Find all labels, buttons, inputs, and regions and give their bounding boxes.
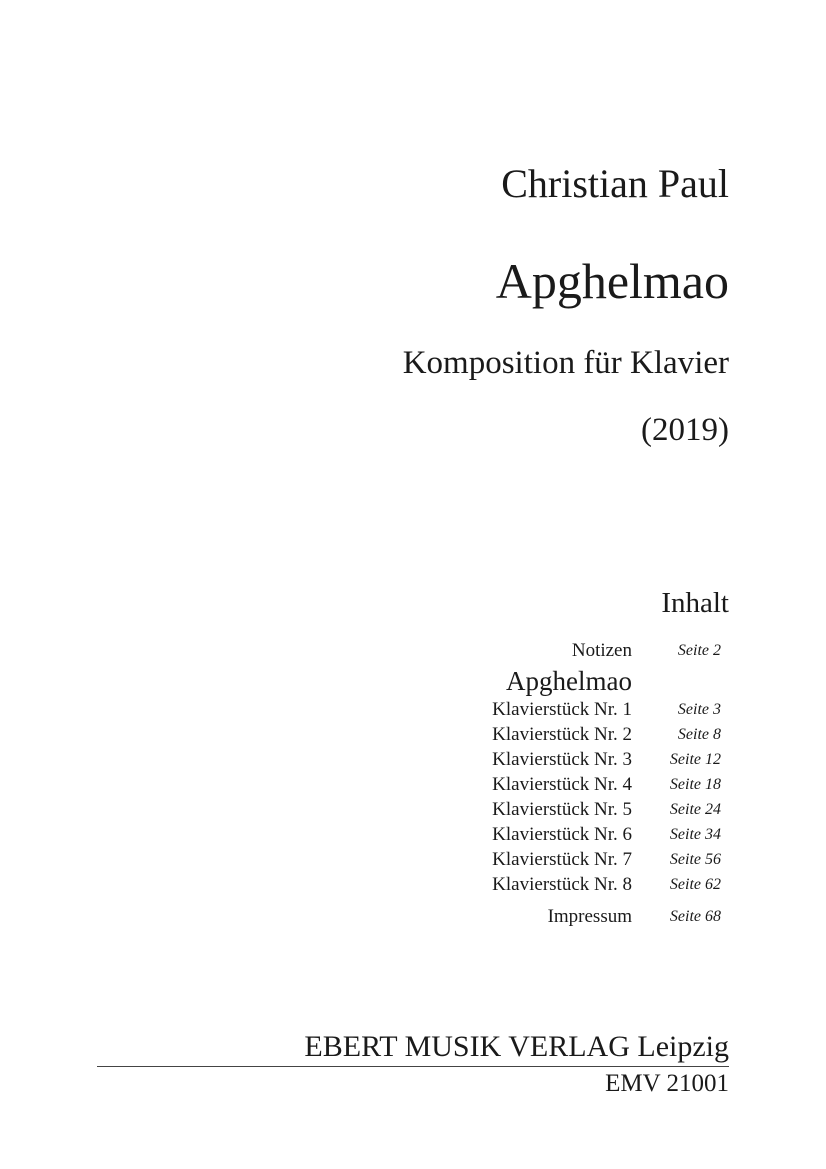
toc-item-label: Klavierstück Nr. 4 — [492, 774, 632, 795]
toc-item-label: Klavierstück Nr. 3 — [492, 749, 632, 770]
toc-item-label: Klavierstück Nr. 8 — [492, 874, 632, 895]
toc-item-page: Seite 18 — [669, 776, 721, 793]
toc-item-label: Klavierstück Nr. 7 — [492, 849, 632, 870]
toc-item-notes-label: Notizen — [571, 640, 632, 661]
toc-item-page: Seite 24 — [669, 801, 721, 818]
toc-item-page: Seite 56 — [669, 851, 721, 868]
toc-item-impressum-page: Seite 68 — [669, 908, 721, 925]
toc-item-notes-page: Seite 2 — [677, 642, 721, 659]
toc-item-label: Klavierstück Nr. 2 — [492, 724, 632, 745]
toc-item-label: Klavierstück Nr. 5 — [492, 799, 632, 820]
toc-section-title: Apghelmao — [506, 666, 632, 696]
toc-item-impressum-label: Impressum — [547, 906, 632, 927]
publisher-name: EBERT MUSIK VERLAG Leipzig — [304, 1030, 729, 1063]
composer-name: Christian Paul — [501, 161, 729, 206]
catalog-number: EMV 21001 — [605, 1070, 729, 1097]
toc-heading: Inhalt — [661, 587, 729, 619]
toc-item-page: Seite 3 — [677, 701, 721, 718]
work-title: Apghelmao — [495, 253, 729, 309]
toc-item-page: Seite 8 — [677, 726, 721, 743]
toc-item-label: Klavierstück Nr. 6 — [492, 824, 632, 845]
work-subtitle: Komposition für Klavier — [402, 345, 729, 381]
toc-item-page: Seite 34 — [669, 826, 721, 843]
publisher-divider — [97, 1066, 729, 1067]
toc-item-label: Klavierstück Nr. 1 — [492, 699, 632, 720]
work-year: (2019) — [641, 412, 729, 448]
toc-item-page: Seite 62 — [669, 876, 721, 893]
toc-item-page: Seite 12 — [669, 751, 721, 768]
